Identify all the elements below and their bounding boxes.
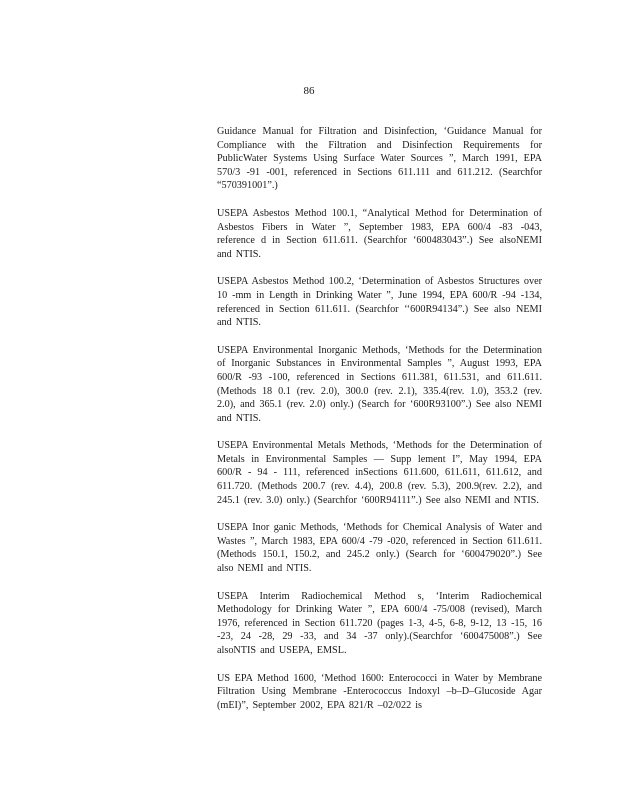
reference-item: USEPA Inor ganic Methods, ‘Methods for Chemical Analysis of Water and Wastes ”, March 1983, EPA 600/4 -79 -020, referenced in Section 611.611. (Methods 150.1, 150.2, and 245.2 only.) (Search for ‘600479020”.) See also NEMI and NTIS.: [217, 522, 542, 575]
reference-item: USEPA Environmental Inorganic Methods, ‘Methods for the Determination of Inorganic Substances in Environmental Samples ”, August 1993, EPA 600/R -93 -100, referenced in Sections 611.381, 611.531, and 611.611. (Methods 18 0.1 (rev. 2.0), 300.0 (rev. 2.1), 335.4(rev. 1.0), 353.2 (rev. 2.0), and 365.1 (rev. 2.0) only.) (Search for ‘600R93100”.) See also NEMI and NTIS.: [217, 344, 542, 424]
reference-list: [217, 125, 542, 712]
page-number: 86: [303, 85, 315, 97]
reference-item: Guidance Manual for Filtration and Disinfection, ‘Guidance Manual for Compliance with the Filtration and Disinfection Requirements for PublicWater Systems Using Surface Water Sources ”, March 1991, EPA 570/3 -91 -001, referenced in Sections 611.111 and 611.212. (Searchfor “570391001”.): [217, 126, 542, 192]
reference-item: USEPA Environmental Metals Methods, ‘Methods for the Determination of Metals in Environmental Samples — Supp lement I”, May 1994, EPA 600/R - 94 - 111, referenced inSections 611.600, 611.611, 611.612, and 611.720. (Methods 200.7 (rev. 4.4), 200.8 (rev. 5.3), 200.9(rev. 2.2), and 245.1 (rev. 3.0) only.) (Searchfor ‘600R94111”.) See also NEMI and NTIS.: [217, 440, 542, 506]
reference-item: USEPA Interim Radiochemical Method s, ‘Interim Radiochemical Methodology for Drinking Water ”, EPA 600/4 -75/008 (revised), March 1976, referenced in Section 611.720 (pages 1-3, 4-5, 6-8, 9-12, 13 -15, 16 -23, 24 -28, 29 -33, and 34 -37 only).(Searchfor ‘600475008”.) See alsoNTIS and USEPA, EMSL.: [217, 590, 542, 656]
reference-item: USEPA Asbestos Method 100.2, ‘Determination of Asbestos Structures over 10 -mm in Length in Drinking Water ”, June 1994, EPA 600/R -94 -134, referenced in Section 611.611. (Searchfor ‘‘600R94134”.) See also NEMI and NTIS.: [217, 276, 542, 329]
reference-item: US EPA Method 1600, ‘Method 1600: Enterococci in Water by Membrane Filtration Using Membrane -Enterococcus Indoxyl –b–D–Glucoside Agar (mEI)”, September 2002, EPA 821/R –02/022 is: [217, 672, 542, 711]
reference-item: USEPA Asbestos Method 100.1, “Analytical Method for Determination of Asbestos Fibers in Water ”, September 1983, EPA 600/4 -83 -043, reference d in Section 611.611. (Searchfor ‘600483043”.) See alsoNEMI and NTIS.: [217, 207, 542, 260]
